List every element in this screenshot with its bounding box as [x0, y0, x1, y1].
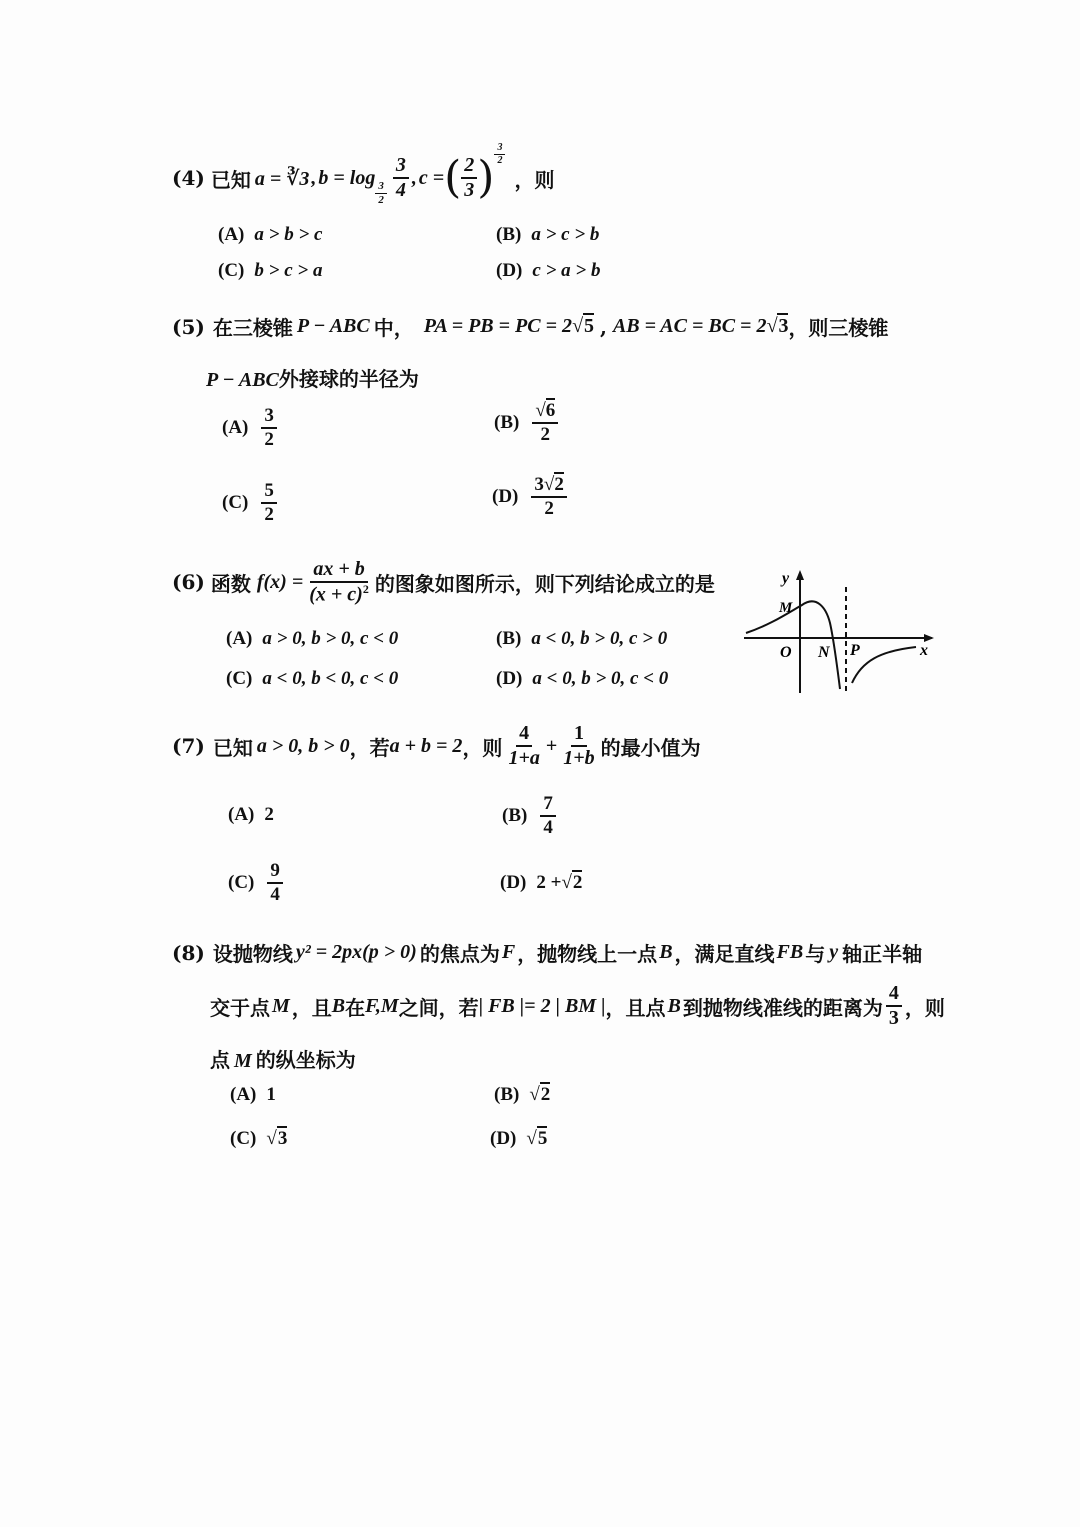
q6-option-d[interactable]: (D) a < 0, b > 0, c < 0 — [496, 668, 669, 689]
q4-c-frac: $\frac{2}{3}$ — [461, 154, 477, 202]
q6-option-b[interactable]: (B) a < 0, b > 0, c > 0 — [496, 628, 668, 649]
q6-option-c[interactable]: (C) a < 0, b < 0, c < 0 — [226, 668, 399, 689]
q6-number: (6) — [172, 570, 205, 595]
q7-number: (7) — [172, 734, 205, 758]
q7-option-a[interactable]: (A) 2 — [228, 804, 274, 825]
q6-label-x: x — [920, 642, 928, 659]
q6-stem: (6) 函数 f(x) = $\frac{ax + b}{(x + c)^2}$ 的图象如图所示，则下列结论成立的是 — [172, 558, 715, 606]
q4-option-a[interactable]: (A) a > b > c — [218, 224, 323, 245]
q6-label-n: N — [818, 644, 830, 661]
q6-label-m: M — [779, 600, 793, 616]
q5-option-b[interactable]: (B) $\frac{√6}{2}$ — [494, 400, 561, 446]
q4-number: (4) — [172, 166, 205, 191]
q4-prefix: 已知 — [210, 167, 251, 192]
q8-option-b[interactable]: (B) √2 — [494, 1084, 551, 1105]
q5-option-d[interactable]: (D) $\frac{3√2}{2}$ — [492, 474, 570, 520]
q8-stem-line3: 点 M 的纵坐标为 — [210, 1048, 356, 1072]
q4-option-b[interactable]: (B) a > c > b — [496, 224, 600, 245]
q8-stem-line2: 交于点 M ，且 B 在 F,M 之间，若 | FB |= 2 | BM | ，且点 B 到抛物线准线的距离为 $\frac{4}{3}$ ，则 — [210, 982, 945, 1029]
q4-stem: (4) 已知 a = ∛3 , b = log $\frac{3}{2}$ $\frac{3}{4}$ , c = ( $\frac{2}{3}$ ) $\frac{3}{2}$ ，则 — [172, 142, 555, 206]
q7-fraction-2: $\frac{1}{1+b}$ — [563, 722, 595, 769]
q8-option-a[interactable]: (A) 1 — [230, 1084, 276, 1105]
q8-stem-line1: (8) 设抛物线 y² = 2px(p > 0) 的焦点为 F ，抛物线上一点 B ，满足直线 FB 与 y 轴正半轴 — [172, 940, 923, 966]
q4-c-prefix: c = — [418, 166, 445, 189]
q5-option-a[interactable]: (A) $\frac{3}{2}$ — [222, 405, 280, 451]
q4-log-arg: $\frac{3}{4}$ — [393, 154, 409, 202]
q6-label-o: O — [780, 644, 792, 661]
q6-x-arrow — [924, 634, 934, 642]
q6-label-y: y — [782, 570, 790, 587]
q4-a-def: a = ∛3 — [254, 167, 310, 190]
q6-fraction: $\frac{ax + b}{(x + c)^2}$ — [309, 558, 369, 606]
q4-suffix: ，则 — [514, 167, 555, 192]
q5-number: (5) — [172, 314, 205, 339]
q6-option-a[interactable]: (A) a > 0, b > 0, c < 0 — [226, 628, 399, 649]
q7-option-d[interactable]: (D) 2 + √2 — [500, 872, 583, 893]
q5-stem-line1: (5) 在三棱锥 P − ABC 中， PA = PB = PC = 2 √5 , AB = AC = BC = 2 √3 ，则三棱锥 — [172, 314, 889, 340]
q8-option-d[interactable]: (D) √5 — [490, 1128, 548, 1149]
q5-option-c[interactable]: (C) $\frac{5}{2}$ — [222, 480, 280, 526]
q8-option-c[interactable]: (C) √3 — [230, 1128, 288, 1149]
q8-distance-fraction: $\frac{4}{3}$ — [886, 982, 902, 1030]
q6-y-arrow — [796, 570, 804, 580]
q8-number: (8) — [172, 940, 205, 965]
q4-option-d[interactable]: (D) c > a > b — [496, 260, 601, 281]
q7-option-c[interactable]: (C) $\frac{9}{4}$ — [228, 860, 286, 906]
q6-function-graph — [740, 565, 940, 700]
q4-c-exponent: $\frac{3}{2}$ — [494, 142, 505, 166]
q6-curve-right — [852, 647, 916, 683]
q4-b-prefix: b = log — [318, 166, 376, 189]
q6-label-p: P — [850, 642, 860, 659]
q7-fraction-1: $\frac{4}{1+a}$ — [508, 722, 540, 769]
q7-option-b[interactable]: (B) $\frac{7}{4}$ — [502, 793, 559, 839]
q5-stem-line2: P − ABC外接球的半径为 — [206, 367, 419, 391]
q4-option-c[interactable]: (C) b > c > a — [218, 260, 323, 281]
q7-stem: (7) 已知 a > 0, b > 0 ，若 a + b = 2 ，则 $\frac{4}{1+a}$ + $\frac{1}{1+b}$ 的最小值为 — [172, 722, 701, 769]
q4-log-base: $\frac{3}{2}$ — [375, 180, 387, 206]
